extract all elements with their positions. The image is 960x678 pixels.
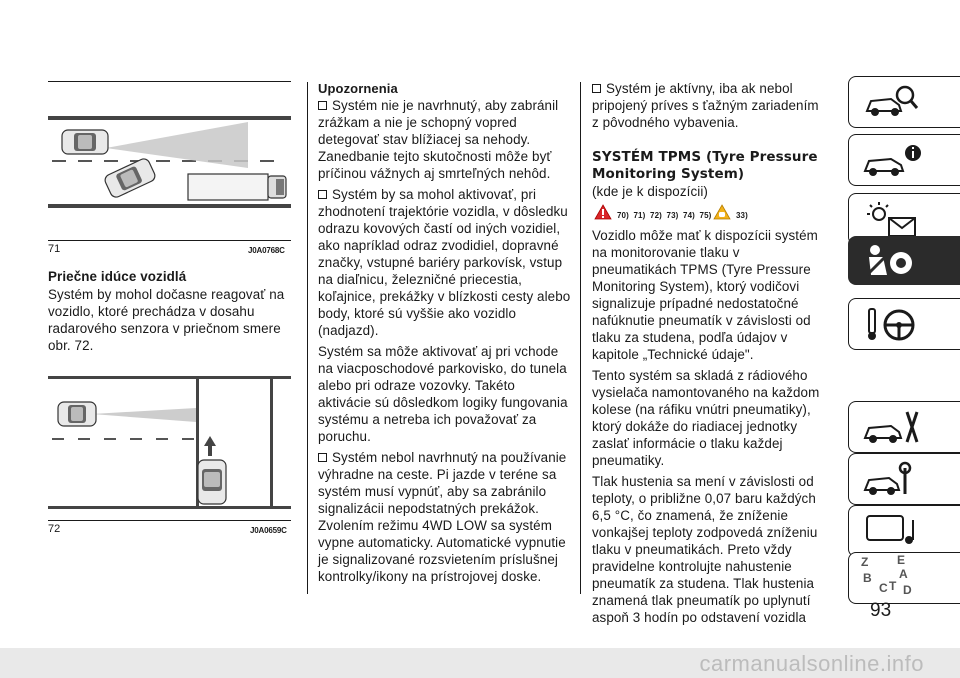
warning-item-1: Systém nie je navrhnutý, aby zabránil zrážkam a nie je schopný vopred detegovať stav blížiacej sa nehody. Zanedbanie tejto skutočnosti môže byť príčinou vážnych aj smrteľných nehôd. bbox=[318, 98, 559, 181]
transverse-vehicles-paragraph: Systém by mohol dočasne reagovať na vozidlo, ktoré prechádza v dosahu radarového senzora v priečnom smere obr. 72. bbox=[48, 287, 285, 353]
transverse-vehicles-heading: Priečne idúce vozidlá bbox=[48, 269, 187, 284]
seatbelt-airbag-icon bbox=[861, 241, 921, 283]
trailer-note: Systém je aktívny, iba ak nebol pripojený príves s ťažným zariadením z pôvodného vybavenia. bbox=[592, 81, 819, 130]
tpms-availability: (kde je k dispozícii) bbox=[592, 184, 708, 199]
left-column-text bbox=[48, 268, 293, 358]
tab-emergency[interactable] bbox=[848, 401, 960, 453]
warning-item-2: Systém by sa mohol aktivovať, pri zhodnotení trajektórie vozidla, v dôsledku odrazu kovových častí od iných vozidiel, ako napríklad odraz zvodidiel, dopravné značky, vstupné bariéry parkovísk, vstup na diaľnicu, železničné priecestia, koľajnice, prekážky v blízkosti cesty alebo body, ktoré sú vyššie ako vozidlo (nadjazd). bbox=[318, 187, 571, 338]
tpms-paragraph-3: Tlak hustenia sa mení v závislosti od teploty, o približne 0,07 baru každých 6,5 °C, čo znamená, že zníženie vonkajšej teploty zodpovedá zníženiu tlaku v pneumatikách. Preto vždy pravidelne kontrolujte nahustenie pneumatík za studena. Tlak hustenia znamená tlak pneumatík po uplynutí aspoň 3 hodín po odstavení vozidla bbox=[592, 474, 818, 625]
tab-starting-driving[interactable] bbox=[848, 298, 960, 350]
tab-index[interactable] bbox=[848, 552, 960, 604]
tpms-section-title: SYSTÉM TPMS (Tyre Pressure Monitoring System) bbox=[592, 149, 818, 182]
warning-item-3: Systém sa môže aktivovať aj pri vchode na viacposchodové parkovisko, do tunela alebo pri odraze vozovky. Takéto aktivácie sú dôsledkom logiky fungovania systému a netreba ich považovať za poruchu. bbox=[318, 344, 568, 444]
danger-reference-numbers: 70) 71) 72) 73) 74) 75) bbox=[617, 211, 712, 220]
middle-column-text bbox=[318, 80, 571, 589]
checkbox-bullet-icon bbox=[318, 101, 327, 110]
tab-car-info[interactable] bbox=[848, 134, 960, 186]
car-info-icon bbox=[861, 139, 921, 181]
tab-car-search[interactable] bbox=[848, 76, 960, 128]
figure-71-caption-rule bbox=[48, 240, 291, 241]
checkbox-bullet-icon bbox=[592, 84, 601, 93]
checkbox-bullet-icon bbox=[318, 190, 327, 199]
warnings-heading: Upozornenia bbox=[318, 81, 398, 96]
tpms-paragraph-2: Tento systém sa skladá z rádiového vysielača namontovaného na každom kolese (na ráfiku vnútri pneumatiky), ktorý dokáže do riadiacej jednotky zaslať informácie o tlaku každej pneumatiky. bbox=[592, 368, 820, 468]
display-music-icon bbox=[861, 510, 921, 552]
warning-item-4: Systém nebol navrhnutý na používanie výhradne na ceste. Pi jazde v teréne sa systém musí vypnúť, aby sa zabránilo signalizácii nepodstatných prekážok. Zvolením režimu 4WD LOW sa systém vypne automaticky. Automatické vypnutie je signalizované rozsvietením príslušnej kontrolky/ikony na prístrojovej doske. bbox=[318, 450, 567, 584]
watermark-band bbox=[0, 648, 960, 678]
car-search-icon bbox=[861, 81, 921, 123]
warning-lights-mail-icon bbox=[861, 198, 921, 240]
page-number: 93 bbox=[870, 600, 892, 621]
car-tools-icon bbox=[861, 406, 921, 448]
warning-references bbox=[592, 203, 824, 225]
figure-71-number: 71 bbox=[48, 243, 61, 255]
column-divider-1 bbox=[307, 82, 308, 594]
danger-warning-icon bbox=[594, 204, 612, 220]
figure-72-number: 72 bbox=[48, 523, 61, 535]
tab-safety[interactable] bbox=[848, 236, 960, 285]
figure-72-illustration bbox=[48, 370, 291, 515]
checkbox-bullet-icon bbox=[318, 453, 327, 462]
figure-71-code: J0A0768C bbox=[248, 246, 285, 255]
tpms-paragraph-1: Vozidlo môže mať k dispozícii systém na monitorovanie tlaku v pneumatikách TPMS (Tyre Pressure Monitoring System), ktorý vodičovi signalizuje prípadné nedostatočné nafúknutie pneumatík v závislosti od tlaku za studena, podľa údajov v kapitole „Technické údaje". bbox=[592, 228, 818, 362]
caution-hand-icon bbox=[713, 204, 731, 220]
column-divider-2 bbox=[580, 82, 581, 594]
key-steering-wheel-icon bbox=[861, 303, 921, 345]
caution-reference-numbers: 33) bbox=[736, 211, 748, 220]
figure-72-code: J0A0659C bbox=[250, 526, 287, 535]
right-column-text bbox=[592, 80, 824, 630]
tab-maintenance[interactable] bbox=[848, 453, 960, 505]
figure-71-illustration bbox=[48, 112, 291, 232]
top-rule-left bbox=[48, 81, 291, 82]
watermark-text: carmanualsonline.info bbox=[699, 651, 924, 676]
figure-72-caption-rule bbox=[48, 520, 291, 521]
alphabetical-index-icon: Z E B A C T D bbox=[861, 553, 912, 597]
tab-multimedia[interactable] bbox=[848, 505, 960, 557]
wrench-car-icon bbox=[861, 458, 921, 500]
